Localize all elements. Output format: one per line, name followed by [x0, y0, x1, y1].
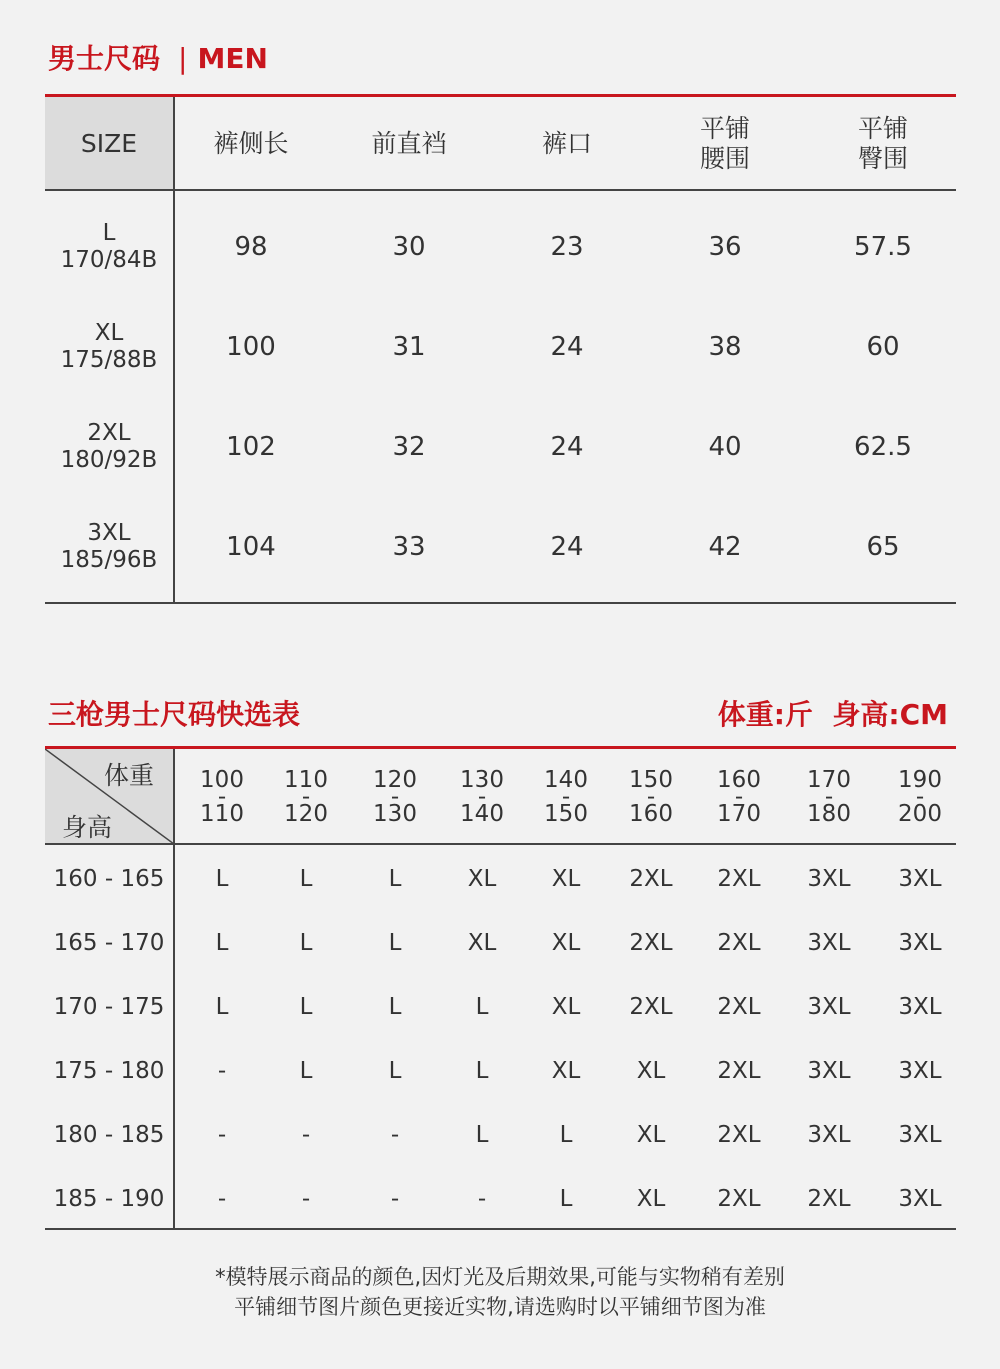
corner-height-label: 身高	[62, 813, 113, 842]
corner-weight-label: 体重	[104, 761, 155, 790]
section1-title-en: MEN	[197, 42, 268, 75]
size-cell: 3XL	[898, 930, 942, 956]
quick-table-divider	[173, 749, 175, 1230]
measure-cell: 62.5	[854, 432, 912, 462]
size-cell: 2XL	[629, 930, 673, 956]
quick-table-header-rule	[45, 843, 956, 845]
size-label: XL 175/88B	[60, 320, 158, 373]
measure-cell: 36	[708, 232, 742, 262]
size-cell: L	[299, 866, 313, 892]
size-cell: -	[301, 1122, 311, 1148]
size-cell: L	[475, 1058, 489, 1084]
measure-cell: 60	[866, 332, 900, 362]
size-cell: L	[215, 930, 229, 956]
size-cell: L	[475, 994, 489, 1020]
section1-title-cn: 男士尺码	[48, 42, 161, 75]
measure-cell: 24	[550, 432, 584, 462]
size-cell: L	[388, 866, 402, 892]
measure-cell: 65	[866, 532, 900, 562]
size-cell: XL	[551, 1058, 581, 1084]
height-range-label: 160 - 165	[53, 866, 165, 892]
measure-cell: 24	[550, 532, 584, 562]
weight-range-header: 130 - 140	[460, 766, 504, 827]
section2-units: 体重:斤 身高:CM	[717, 698, 948, 731]
measure-cell: 23	[550, 232, 584, 262]
size-cell: L	[299, 930, 313, 956]
size-cell: L	[388, 930, 402, 956]
title-separator: |	[178, 42, 188, 75]
measure-cell: 42	[708, 532, 742, 562]
measure-cell: 30	[392, 232, 426, 262]
size-cell: 3XL	[898, 866, 942, 892]
height-range-label: 185 - 190	[53, 1186, 165, 1212]
weight-range-header: 170 - 180	[807, 766, 851, 827]
size-cell: 2XL	[717, 1186, 761, 1212]
size-cell: -	[477, 1186, 487, 1212]
note-line-2: 平铺细节图片颜色更接近实物,请选购时以平铺细节图为准	[234, 1295, 766, 1319]
size-label: 3XL 185/96B	[60, 520, 158, 573]
size-label: L 170/84B	[60, 220, 158, 273]
size-cell: XL	[636, 1186, 666, 1212]
weight-range-header: 120 - 130	[373, 766, 417, 827]
quick-table-bottom-rule	[45, 1228, 956, 1230]
size-cell: XL	[467, 930, 497, 956]
section1-title	[48, 42, 268, 76]
size-cell: 2XL	[717, 930, 761, 956]
size-cell: L	[299, 994, 313, 1020]
size-cell: L	[299, 1058, 313, 1084]
size-cell: -	[217, 1186, 227, 1212]
size-cell: XL	[636, 1058, 666, 1084]
size-cell: -	[390, 1186, 400, 1212]
measure-cell: 104	[226, 532, 276, 562]
weight-range-header: 100 - 110	[200, 766, 244, 827]
header-5: 平铺 臀围	[857, 114, 908, 173]
measure-cell: 31	[392, 332, 426, 362]
weight-range-header: 190 - 200	[898, 766, 942, 827]
header-4: 平铺 腰围	[699, 114, 750, 173]
size-cell: 3XL	[898, 1186, 942, 1212]
size-cell: 3XL	[807, 1122, 851, 1148]
measure-cell: 98	[234, 232, 268, 262]
size-cell: -	[390, 1122, 400, 1148]
size-cell: XL	[551, 866, 581, 892]
measure-cell: 57.5	[854, 232, 912, 262]
size-cell: 2XL	[717, 994, 761, 1020]
size-cell: 3XL	[898, 994, 942, 1020]
size-cell: L	[475, 1122, 489, 1148]
size-cell: -	[217, 1058, 227, 1084]
size-cell: 3XL	[898, 1058, 942, 1084]
size-cell: 3XL	[898, 1122, 942, 1148]
size-cell: 2XL	[717, 1058, 761, 1084]
size-cell: 3XL	[807, 930, 851, 956]
header-2: 前直裆	[371, 129, 447, 158]
size-cell: XL	[467, 866, 497, 892]
measure-cell: 102	[226, 432, 276, 462]
header-3: 裤口	[541, 129, 592, 158]
size-cell: 2XL	[629, 866, 673, 892]
weight-range-header: 160 - 170	[717, 766, 761, 827]
size-cell: XL	[551, 994, 581, 1020]
size-cell: L	[559, 1186, 573, 1212]
size-cell: 3XL	[807, 994, 851, 1020]
size-cell: L	[388, 994, 402, 1020]
measure-cell: 38	[708, 332, 742, 362]
section1-top-rule	[45, 94, 956, 97]
size-cell: 2XL	[807, 1186, 851, 1212]
size-cell: L	[215, 994, 229, 1020]
weight-range-header: 110 - 120	[284, 766, 328, 827]
size-cell: L	[215, 866, 229, 892]
size-cell: 2XL	[717, 866, 761, 892]
size-cell: -	[217, 1122, 227, 1148]
height-range-label: 165 - 170	[53, 930, 165, 956]
height-range-label: 170 - 175	[53, 994, 165, 1020]
size-cell: -	[301, 1186, 311, 1212]
size-label: 2XL 180/92B	[60, 420, 158, 473]
measure-cell: 100	[226, 332, 276, 362]
section2-title: 三枪男士尺码快选表	[48, 698, 301, 731]
size-cell: 3XL	[807, 866, 851, 892]
size-cell: 2XL	[717, 1122, 761, 1148]
men-table-bottom-rule	[45, 602, 956, 604]
measure-cell: 40	[708, 432, 742, 462]
size-cell: L	[388, 1058, 402, 1084]
men-table-divider	[173, 97, 175, 604]
size-cell: XL	[551, 930, 581, 956]
men-table-header-rule	[45, 189, 956, 191]
section2-top-rule	[45, 746, 956, 749]
measure-cell: 33	[392, 532, 426, 562]
weight-range-header: 150 - 160	[629, 766, 673, 827]
size-cell: XL	[636, 1122, 666, 1148]
height-range-label: 180 - 185	[53, 1122, 165, 1148]
height-range-label: 175 - 180	[53, 1058, 165, 1084]
measure-cell: 32	[392, 432, 426, 462]
weight-range-header: 140 - 150	[544, 766, 588, 827]
header-1: 裤侧长	[213, 129, 289, 158]
header-0: SIZE	[80, 129, 138, 158]
measure-cell: 24	[550, 332, 584, 362]
size-cell: 3XL	[807, 1058, 851, 1084]
note-line-1: *模特展示商品的颜色,因灯光及后期效果,可能与实物稍有差别	[215, 1265, 785, 1289]
size-cell: L	[559, 1122, 573, 1148]
size-cell: 2XL	[629, 994, 673, 1020]
